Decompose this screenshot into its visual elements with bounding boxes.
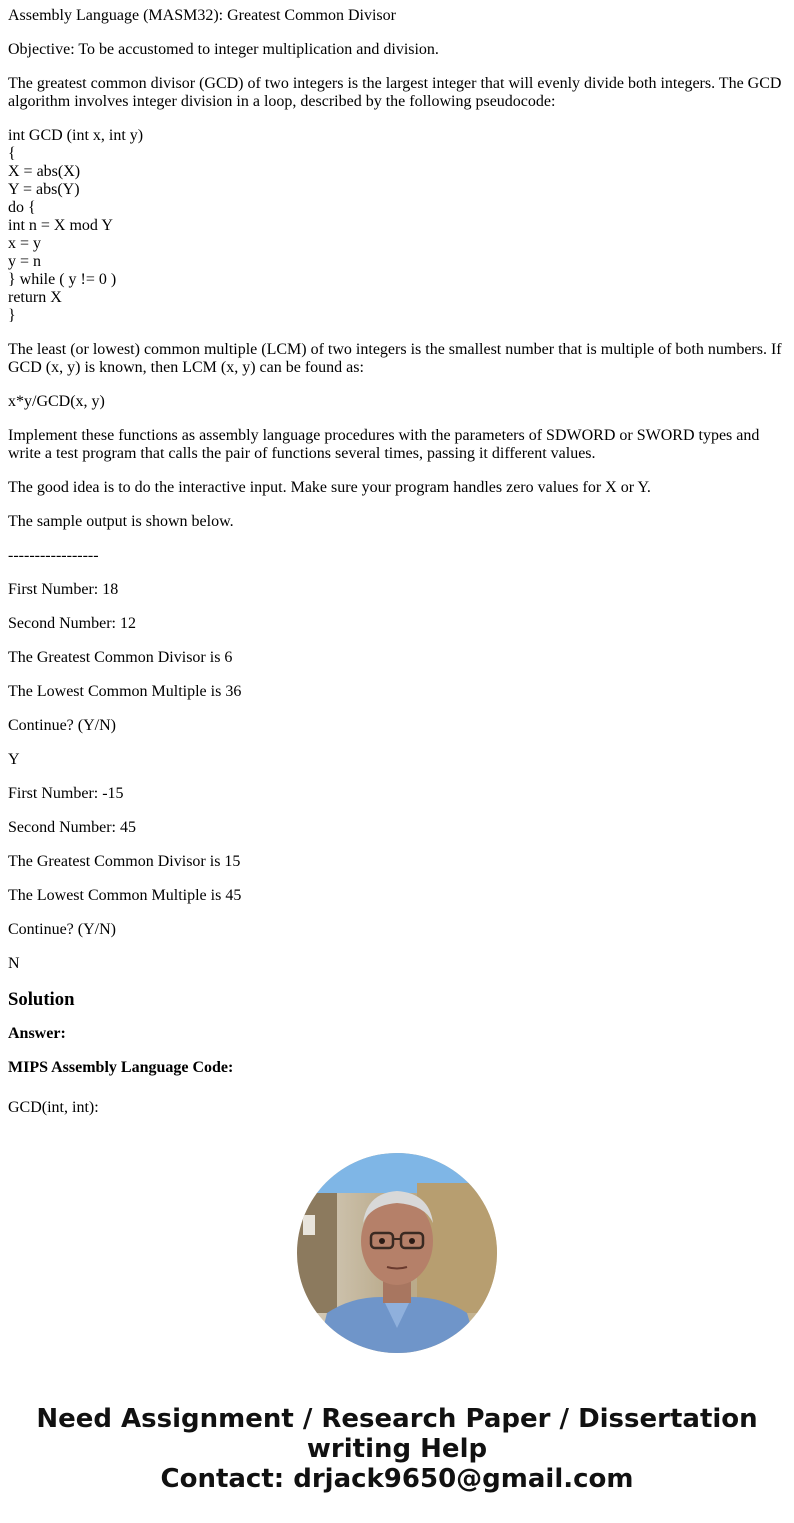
sample-intro-text: The sample output is shown below. [8, 513, 234, 530]
truncated-code-preview [8, 1099, 786, 1121]
solution-heading: Solution [8, 989, 75, 1010]
banner-line: writing Help [306, 1434, 488, 1464]
pseudocode-line: y = n [8, 253, 42, 270]
question-title: Assembly Language (MASM32): Greatest Common Divisor [8, 7, 396, 24]
sample-output-line: The Lowest Common Multiple is 45 [8, 887, 242, 904]
sample-output-line: Y [8, 751, 20, 768]
pseudocode-line: int GCD (int x, int y) [8, 127, 144, 144]
pseudocode-line: X = abs(X) [8, 163, 81, 180]
promo-banner [0, 1404, 794, 1494]
answer-label: Answer: [8, 1025, 66, 1042]
separator-line: ----------------- [8, 547, 99, 564]
gcd-intro-text: The greatest common divisor (GCD) of two integers is the largest integer that will evenly divide both integers. The GCD algorithm involves integer division in a loop, described by the following pseudocode: [8, 75, 782, 110]
interactive-text: The good idea is to do the interactive input. Make sure your program handles zero values for X or Y. [8, 479, 651, 496]
lcm-formula: x*y/GCD(x, y) [8, 393, 105, 410]
pseudocode-line: x = y [8, 235, 42, 252]
banner-contact: Contact: drjack9650@gmail.com [160, 1464, 634, 1494]
pseudocode-line: } [8, 307, 16, 324]
code-label: MIPS Assembly Language Code: [8, 1059, 234, 1076]
lcm-intro-text: The least (or lowest) common multiple (LCM) of two integers is the smallest number that is multiple of both numbers. If GCD (x, y) is known, then LCM (x, y) can be found as: [8, 341, 782, 376]
code-first-line: GCD(int, int): [8, 1099, 99, 1116]
pseudocode-line: return X [8, 289, 62, 306]
sample-output-line: First Number: 18 [8, 581, 119, 598]
sample-output-line: N [8, 955, 20, 972]
banner-line: Need Assignment / Research Paper / Dissertation [36, 1404, 758, 1434]
sample-output-line: The Lowest Common Multiple is 36 [8, 683, 242, 700]
author-photo [297, 1153, 497, 1353]
sample-output-line: First Number: -15 [8, 785, 124, 802]
pseudocode-line: { [8, 145, 16, 162]
author-avatar [297, 1153, 497, 1353]
implement-text: Implement these functions as assembly language procedures with the parameters of SDWORD or SWORD types and write a test program that calls the pair of functions several times, passing it different values. [8, 427, 760, 462]
pseudocode-line: } while ( y != 0 ) [8, 271, 117, 288]
pseudocode-line: do { [8, 199, 36, 216]
pseudocode-block [8, 127, 786, 325]
sample-output-line: The Greatest Common Divisor is 15 [8, 853, 241, 870]
sample-output-line: Continue? (Y/N) [8, 717, 116, 734]
sample-output-line: Second Number: 12 [8, 615, 136, 632]
sample-output-line: The Greatest Common Divisor is 6 [8, 649, 233, 666]
pseudocode-line: int n = X mod Y [8, 217, 113, 234]
document-body [8, 7, 786, 1093]
sample-output-line: Continue? (Y/N) [8, 921, 116, 938]
objective-text: Objective: To be accustomed to integer multiplication and division. [8, 41, 439, 58]
pseudocode-line: Y = abs(Y) [8, 181, 80, 198]
sample-output-line: Second Number: 45 [8, 819, 136, 836]
